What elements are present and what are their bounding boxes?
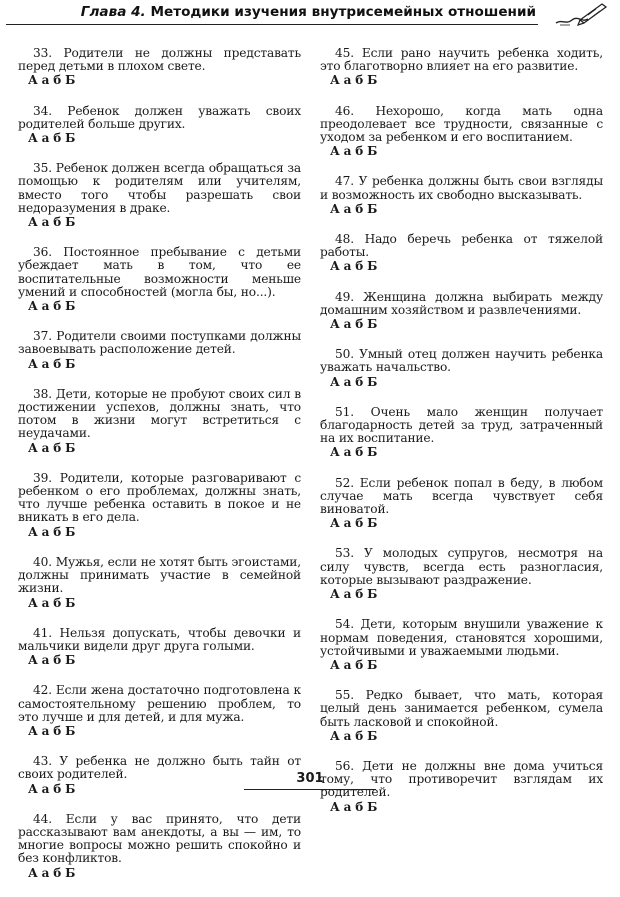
answer-options: А а б Б xyxy=(28,524,76,539)
question-text: 44. Если у вас принято, что дети рассказывают вам анекдоты, а вы — им, то многие вопросы можно решить спокойно и без конфликтов. xyxy=(18,811,301,866)
pen-writing-icon xyxy=(552,1,610,27)
question-item xyxy=(18,813,301,880)
question-item xyxy=(18,162,301,229)
question-text: 54. Дети, которым внушили уважение к нормам поведения, становятся хорошими, устойчивыми и уважаемыми людьми. xyxy=(320,617,603,658)
question-item xyxy=(320,406,603,460)
question-item xyxy=(320,618,603,672)
answer-options: А а б Б xyxy=(28,73,76,88)
footer-rule xyxy=(244,789,376,790)
question-text: 55. Редко бывает, что мать, которая целый день занимается ребенком, сумела быть ласковой и спокойной. xyxy=(320,688,603,729)
answer-options: А а б Б xyxy=(28,781,76,796)
question-text: 34. Ребенок должен уважать своих родителей больше других. xyxy=(18,103,301,131)
question-item xyxy=(18,556,301,610)
question-item xyxy=(320,105,603,159)
question-text: 33. Родители не должны представать перед детьми в плохом свете. xyxy=(18,46,301,74)
header-rule xyxy=(6,24,538,25)
answer-options: А а б Б xyxy=(330,374,378,389)
answer-options: А а б Б xyxy=(330,516,378,531)
question-item xyxy=(320,348,603,389)
question-item xyxy=(320,760,603,814)
question-text: 56. Дети не должны вне дома учиться тому, что противоречит взглядам их родителей. xyxy=(320,758,603,800)
question-text: 49. Женщина должна выбирать между домашним хозяйством и развлечениями. xyxy=(320,289,603,317)
answer-options: А а б Б xyxy=(28,356,76,371)
question-item xyxy=(320,477,603,531)
chapter-label: Глава 4. xyxy=(80,4,146,20)
question-item xyxy=(18,330,301,371)
question-text: 50. Умный отец должен научить ребенка уважать начальство. xyxy=(320,347,603,375)
question-text: 47. У ребенка должны быть свои взгляды и возможность их свободно высказывать. xyxy=(320,174,603,202)
answer-options: А а б Б xyxy=(28,653,76,668)
question-text: 48. Надо беречь ребенка от тяжелой работы. xyxy=(320,232,603,260)
answer-options: А а б Б xyxy=(330,799,378,814)
answer-options: А а б Б xyxy=(28,440,76,455)
chapter-name: Методики изучения внутрисемейных отношений xyxy=(150,4,536,20)
question-text: 41. Нельзя допускать, чтобы девочки и мальчики видели друг друга голыми. xyxy=(18,625,301,653)
answer-options: А а б Б xyxy=(330,73,378,88)
question-text: 40. Мужья, если не хотят быть эгоистами, должны принимать участие в семейной жизни. xyxy=(18,554,301,596)
right-column xyxy=(320,47,603,831)
answer-options: А а б Б xyxy=(28,595,76,610)
question-text: 37. Родители своими поступками должны завоевывать расположение детей. xyxy=(18,329,301,357)
question-text: 43. У ребенка не должно быть тайн от своих родителей. xyxy=(18,754,301,782)
answer-options: А а б Б xyxy=(330,445,378,460)
page-number: 301 xyxy=(296,771,324,786)
answer-options: А а б Б xyxy=(330,657,378,672)
answer-options: А а б Б xyxy=(28,723,76,738)
question-item xyxy=(18,246,301,313)
question-item xyxy=(320,291,603,332)
question-item xyxy=(18,388,301,455)
question-text: 45. Если рано научить ребенка ходить, это благотворно влияет на его развитие. xyxy=(320,46,603,74)
question-item xyxy=(18,105,301,146)
question-text: 42. Если жена достаточно подготовлена к самостоятельному решению проблем, то это лучше и для детей, и для мужа. xyxy=(18,683,301,724)
answer-options: А а б Б xyxy=(28,131,76,146)
answer-options: А а б Б xyxy=(330,728,378,743)
answer-options: А а б Б xyxy=(28,215,76,230)
question-text: 38. Дети, которые не пробуют своих сил в достижении успехов, должны знать, что потом в жизни могут встретиться с неудачами. xyxy=(18,386,301,441)
question-text: 52. Если ребенок попал в беду, в любом случае мать всегда чувствует себя виноватой. xyxy=(320,475,603,517)
question-item xyxy=(320,233,603,274)
left-column xyxy=(18,47,301,897)
answer-options: А а б Б xyxy=(28,865,76,880)
answer-options: А а б Б xyxy=(28,299,76,314)
question-item xyxy=(18,472,301,539)
answer-options: А а б Б xyxy=(330,587,378,602)
question-item xyxy=(18,684,301,738)
question-text: 39. Родители, которые разговаривают с ребенком о его проблемах, должны знать, что лучше ребенка оставить в покое и не вникать в его дела. xyxy=(18,470,301,525)
question-text: 53. У молодых супругов, несмотря на силу чувств, всегда есть разногласия, которые вызывают раздражение. xyxy=(320,546,603,587)
answer-options: А а б Б xyxy=(330,259,378,274)
question-item xyxy=(320,689,603,743)
question-text: 36. Постоянное пребывание с детьми убеждает мать в том, что ее воспитательные возможности меньше умений и способностей (могла бы, но...). xyxy=(18,245,301,299)
question-item xyxy=(320,547,603,601)
question-item xyxy=(320,175,603,216)
answer-options: А а б Б xyxy=(330,201,378,216)
question-item xyxy=(320,47,603,88)
question-text: 35. Ребенок должен всегда обращаться за помощью к родителям или учителям, вместо того чтобы разрешать свои недоразумения в драке. xyxy=(18,161,301,215)
question-text: 46. Нехорошо, когда мать одна преодолевает все трудности, связанные с уходом за ребенком и его воспитанием. xyxy=(320,103,603,145)
answer-options: А а б Б xyxy=(330,144,378,159)
question-text: 51. Очень мало женщин получает благодарность детей за труд, затраченный на их воспитание. xyxy=(320,404,603,446)
question-item xyxy=(18,627,301,668)
chapter-title xyxy=(81,4,536,20)
running-header xyxy=(0,0,620,27)
answer-options: А а б Б xyxy=(330,317,378,332)
question-item xyxy=(18,47,301,88)
